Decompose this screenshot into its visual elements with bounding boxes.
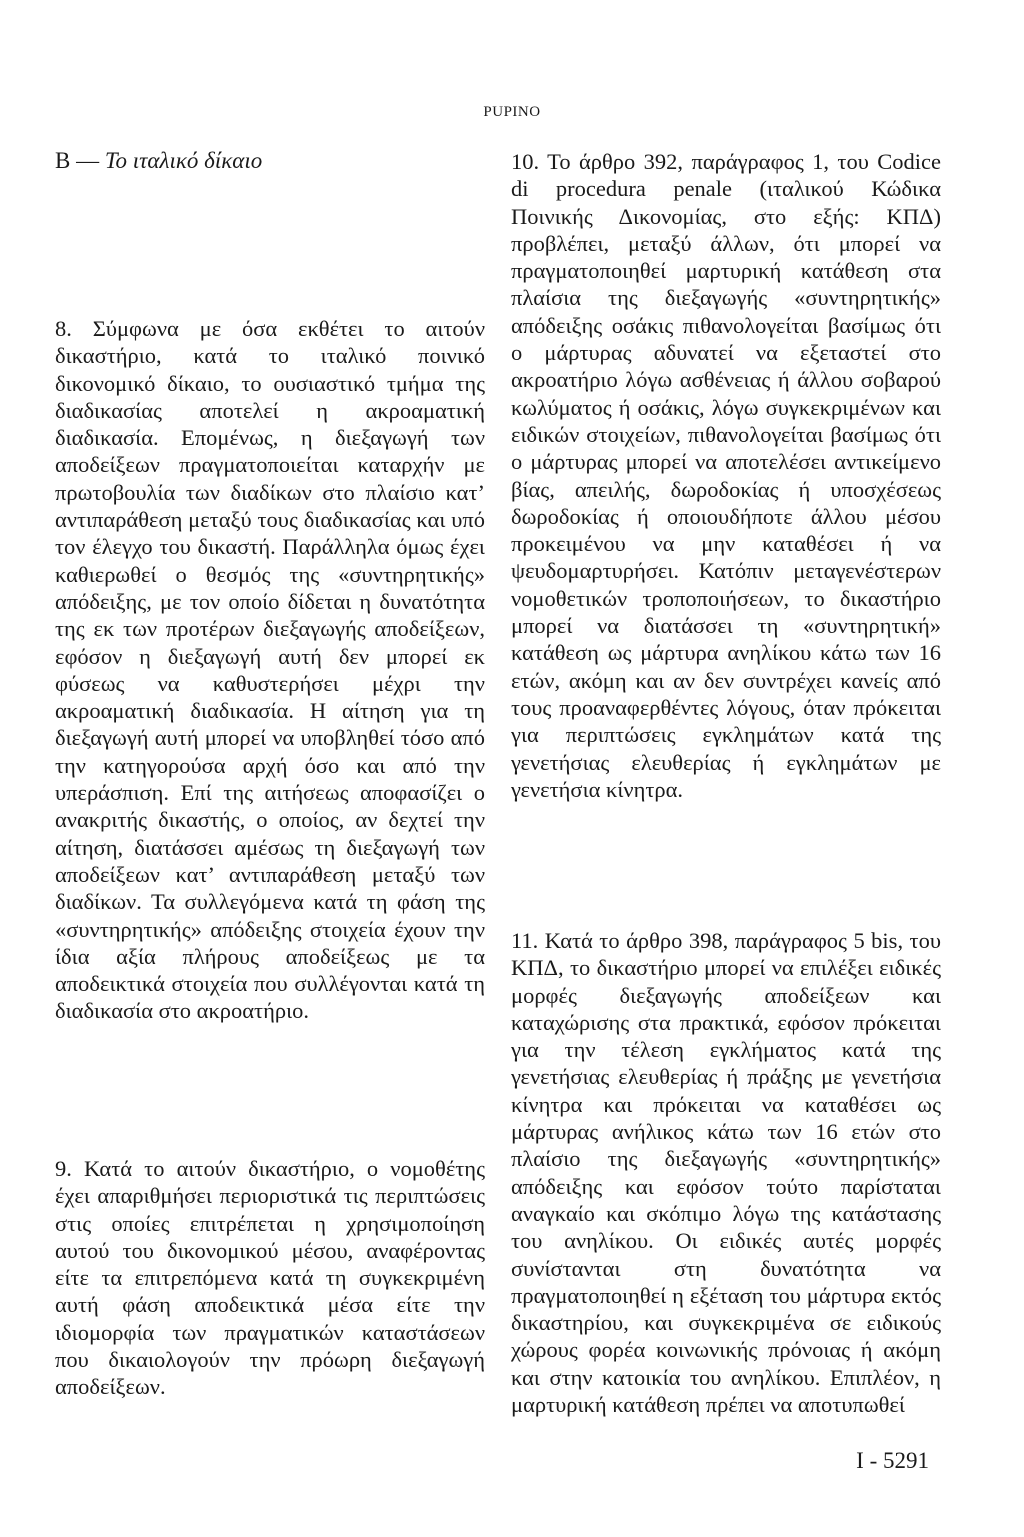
page-number: I - 5291 — [856, 1448, 929, 1473]
section-heading — [55, 148, 262, 174]
paragraph-11: 11. Κατά το άρθρο 398, παράγραφος 5 bis, του ΚΠΔ, το δικαστήριο μπορεί να επιλέξει ειδικές μορφές διεξαγωγής αποδείξεων και καταχώρισης στα πρακτικά, εφόσον πρόκειται για την τέλεση εγκλήματος κατά της γενετήσιας ελευθερίας ή πράξης με γενετήσια κίνητρα και πρόκειται να καταθέσει ως μάρτυρας ανήλικος κάτω των 16 ετών στο πλαίσιο της διεξαγωγής «συντηρητικής» απόδειξης και εφόσον τούτο παρίσταται αναγκαίο και σκόπιμο λόγω της κατάστασης του ανηλίκου. Οι ειδικές αυτές μορφές συνίστανται στη δυνατότητα να πραγματοποιηθεί η εξέταση του μάρτυρα εκτός δικαστηρίου, και συγκεκριμένα σε ειδικούς χώρους φορέα κοινωνικής πρόνοιας ή ακόμη και στην κατοικία του ανηλίκου. Επιπλέον, η μαρτυρική κατάθεση πρέπει να αποτυπωθεί — [511, 928, 941, 1418]
section-title: Το ιταλικό δίκαιο — [104, 148, 263, 173]
section-label: B — — [55, 148, 100, 173]
paragraph-8: 8. Σύμφωνα με όσα εκθέτει το αιτούν δικαστήριο, κατά το ιταλικό ποινικό δικονομικό δίκαιο, το ουσιαστικό τμήμα της διαδικασίας αποτελεί η ακροαματική διαδικασία. Επομένως, η διεξαγωγή των αποδείξεων πραγματοποιείται καταρχήν με πρωτοβουλία των διαδίκων στο πλαίσιο κατ’ αντιπαράθεση μεταξύ τους διαδικασίας και υπό τον έλεγχο του δικαστή. Παράλληλα όμως έχει καθιερωθεί ο θεσμός της «συντηρητικής» απόδειξης, με τον οποίο δίδεται η δυνατότητα της εκ των προτέρων διεξαγωγής αποδείξεων, εφόσον η διεξαγωγή αυτή δεν μπορεί εκ φύσεως να καθυστερήσει μέχρι την ακροαματική διαδικασία. Η αίτηση για τη διεξαγωγή αυτή μπορεί να υποβληθεί τόσο από την κατηγορούσα αρχή όσο και από την υπεράσπιση. Επί της αιτήσεως αποφασίζει ο ανακριτής δικαστής, ο οποίος, αν δεχτεί την αίτηση, διατάσσει αμέσως τη διεξαγωγή των αποδείξεων κατ’ αντιπαράθεση μεταξύ των διαδίκων. Τα συλλεγόμενα κατά τη φάση της «συντηρητικής» απόδειξης στοιχεία έχουν την ίδια αξία πλήρους αποδείξεως με τα αποδεικτικά στοιχεία που συλλέγονται κατά τη διαδικασία στο ακροατήριο. — [55, 316, 485, 1024]
paragraph-10: 10. Το άρθρο 392, παράγραφος 1, του Codice di procedura penale (ιταλικού Κώδικα Ποινικής Δικονομίας, στο εξής: ΚΠΔ) προβλέπει, μεταξύ άλλων, ότι μπορεί να πραγματοποιηθεί μαρτυρική κατάθεση στα πλαίσια της διεξαγωγής «συντηρητικής» απόδειξης οσάκις πιθανολογείται βασίμως ότι ο μάρτυρας αδυνατεί να εξεταστεί στο ακροατήριο λόγω ασθένειας ή άλλου σοβαρού κωλύματος ή οσάκις, λόγω συγκεκριμένων και ειδικών στοιχείων, πιθανολογείται βασίμως ότι ο μάρτυρας μπορεί να αποτελέσει αντικείμενο βίας, απειλής, δωροδοκίας ή υποσχέσεως δωροδοκίας ή οποιουδήποτε άλλου μέσου προκειμένου να μην καταθέσει ή να ψευδομαρτυρήσει. Κατόπιν μεταγενέστερων νομοθετικών τροποποιήσεων, το δικαστήριο μπορεί να διατάσσει τη «συντηρητική» κατάθεση ως μάρτυρα ανηλίκου κάτω των 16 ετών, ακόμη και αν δεν συντρέχει κανείς από τους προαναφερθέντες λόγους, όταν πρόκειται για περιπτώσεις εγκλημάτων κατά της γενετήσιας ελευθερίας ή εγκλημάτων με γενετήσια κίνητρα. — [511, 149, 941, 802]
running-head: PUPINO — [483, 104, 541, 120]
paragraph-9: 9. Κατά το αιτούν δικαστήριο, ο νομοθέτης έχει απαριθμήσει περιοριστικά τις περιπτώσεις στις οποίες επιτρέπεται η χρησιμοποίηση αυτού του δικονομικού μέσου, αναφέροντας είτε τα επιτρεπόμενα κατά τη συγκεκριμένη αυτή φάση αποδεικτικά μέσα είτε την ιδιομορφία των πραγματικών καταστάσεων που δικαιολογούν την πρόωρη διεξαγωγή αποδείξεων. — [55, 1156, 485, 1400]
